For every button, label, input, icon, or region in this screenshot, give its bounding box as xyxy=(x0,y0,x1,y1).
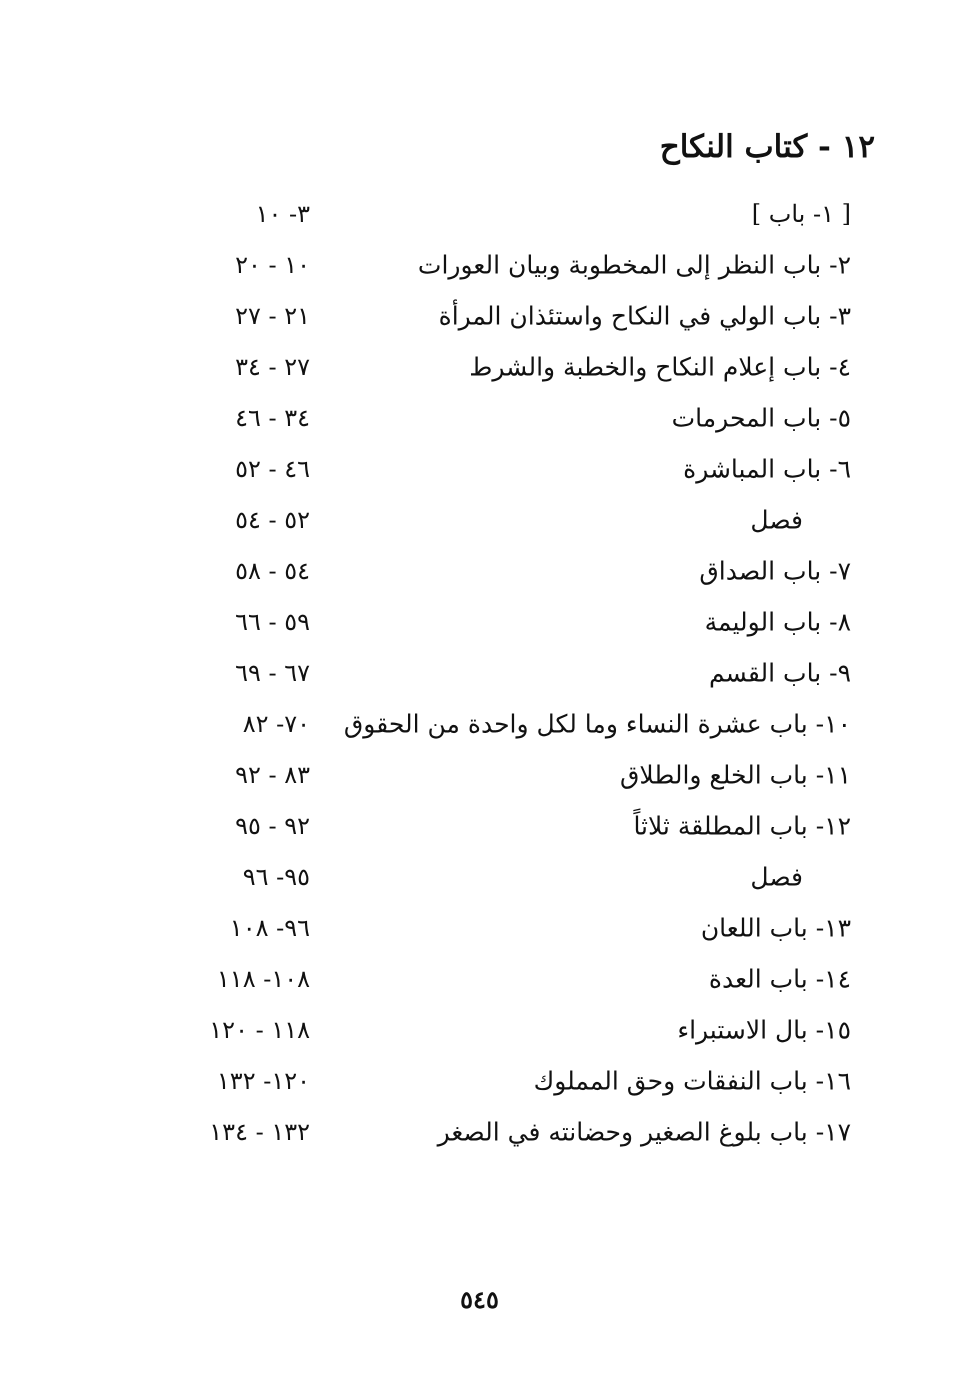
entry-title: ٣- باب الولي في النكاح واستئذان المرأة xyxy=(438,301,851,330)
entry-title: ١٠- باب عشرة النساء وما لكل واحدة من الحقوق xyxy=(343,709,851,738)
toc-entry xyxy=(130,188,851,239)
entry-title: ١١- باب الخلع والطلاق xyxy=(620,760,851,789)
entry-title: ١٢- باب المطلقة ثلاثاً xyxy=(633,811,851,840)
entry-title: ٤- باب إعلام النكاح والخطبة والشرط xyxy=(469,352,851,381)
toc-entry xyxy=(130,647,851,698)
entry-pages: ٩٦- ١٠٨ xyxy=(229,913,310,942)
toc-entry xyxy=(130,1055,851,1106)
entry-pages: ٣- ١٠ xyxy=(255,199,310,228)
toc-entry xyxy=(130,596,851,647)
entry-pages: ٧٠- ٨٢ xyxy=(242,709,310,738)
entry-pages: ٩٥- ٩٦ xyxy=(242,862,310,891)
toc-entry xyxy=(130,902,851,953)
toc-entry xyxy=(130,851,851,902)
entry-pages: ٥٩ - ٦٦ xyxy=(235,607,310,636)
section-title: فصل xyxy=(750,862,803,891)
entry-title: ١٤- باب العدة xyxy=(708,964,851,993)
toc-entry xyxy=(130,239,851,290)
section-title: فصل xyxy=(750,505,803,534)
toc-entry xyxy=(130,341,851,392)
entry-pages: ١٢٠- ١٣٢ xyxy=(216,1066,310,1095)
entry-title: ٢- باب النظر إلى المخطوبة وبيان العورات xyxy=(417,250,851,279)
entry-pages: ٨٣ - ٩٢ xyxy=(235,760,310,789)
entry-pages: ٥٤ - ٥٨ xyxy=(235,556,310,585)
entry-pages: ٩٢ - ٩٥ xyxy=(235,811,310,840)
entry-title: ٨- باب الوليمة xyxy=(704,607,851,636)
toc-entry xyxy=(130,1004,851,1055)
toc-entry xyxy=(130,545,851,596)
entry-pages: ١٣٢ - ١٣٤ xyxy=(209,1117,310,1146)
entry-title: ١٣- باب اللعان xyxy=(700,913,851,942)
toc-entry xyxy=(130,749,851,800)
entry-title: ١٧- باب بلوغ الصغير وحضانته في الصغر xyxy=(437,1117,851,1146)
toc-entry xyxy=(130,1106,851,1157)
page-number: ٥٤٥ xyxy=(460,1285,499,1314)
entry-pages: ١٠ - ٢٠ xyxy=(235,250,310,279)
toc-entry xyxy=(130,953,851,1004)
table-of-contents xyxy=(130,188,851,1157)
entry-pages: ١٠٨- ١١٨ xyxy=(216,964,310,993)
toc-entry xyxy=(130,800,851,851)
entry-title: ١٥- بال الاستبراء xyxy=(677,1015,851,1044)
entry-pages: ٤٦ - ٥٢ xyxy=(235,454,310,483)
entry-title: [ ١- باب ] xyxy=(751,199,851,228)
entry-pages: ٦٧ - ٦٩ xyxy=(235,658,310,687)
chapter-heading: ١٢ - كتاب النكاح xyxy=(659,129,875,165)
entry-pages: ١١٨ - ١٢٠ xyxy=(209,1015,310,1044)
entry-title: ١٦- باب النفقات وحق المملوك xyxy=(533,1066,851,1095)
toc-entry xyxy=(130,698,851,749)
entry-pages: ٢٧ - ٣٤ xyxy=(235,352,310,381)
entry-title: ٦- باب المباشرة xyxy=(683,454,851,483)
entry-pages: ٣٤ - ٤٦ xyxy=(235,403,310,432)
toc-entry xyxy=(130,443,851,494)
toc-entry xyxy=(130,392,851,443)
entry-pages: ٥٢ - ٥٤ xyxy=(235,505,310,534)
entry-title: ٩- باب القسم xyxy=(708,658,851,687)
entry-pages: ٢١ - ٢٧ xyxy=(235,301,310,330)
entry-title: ٥- باب المحرمات xyxy=(671,403,851,432)
entry-title: ٧- باب الصداق xyxy=(699,556,851,585)
toc-entry xyxy=(130,290,851,341)
toc-entry xyxy=(130,494,851,545)
